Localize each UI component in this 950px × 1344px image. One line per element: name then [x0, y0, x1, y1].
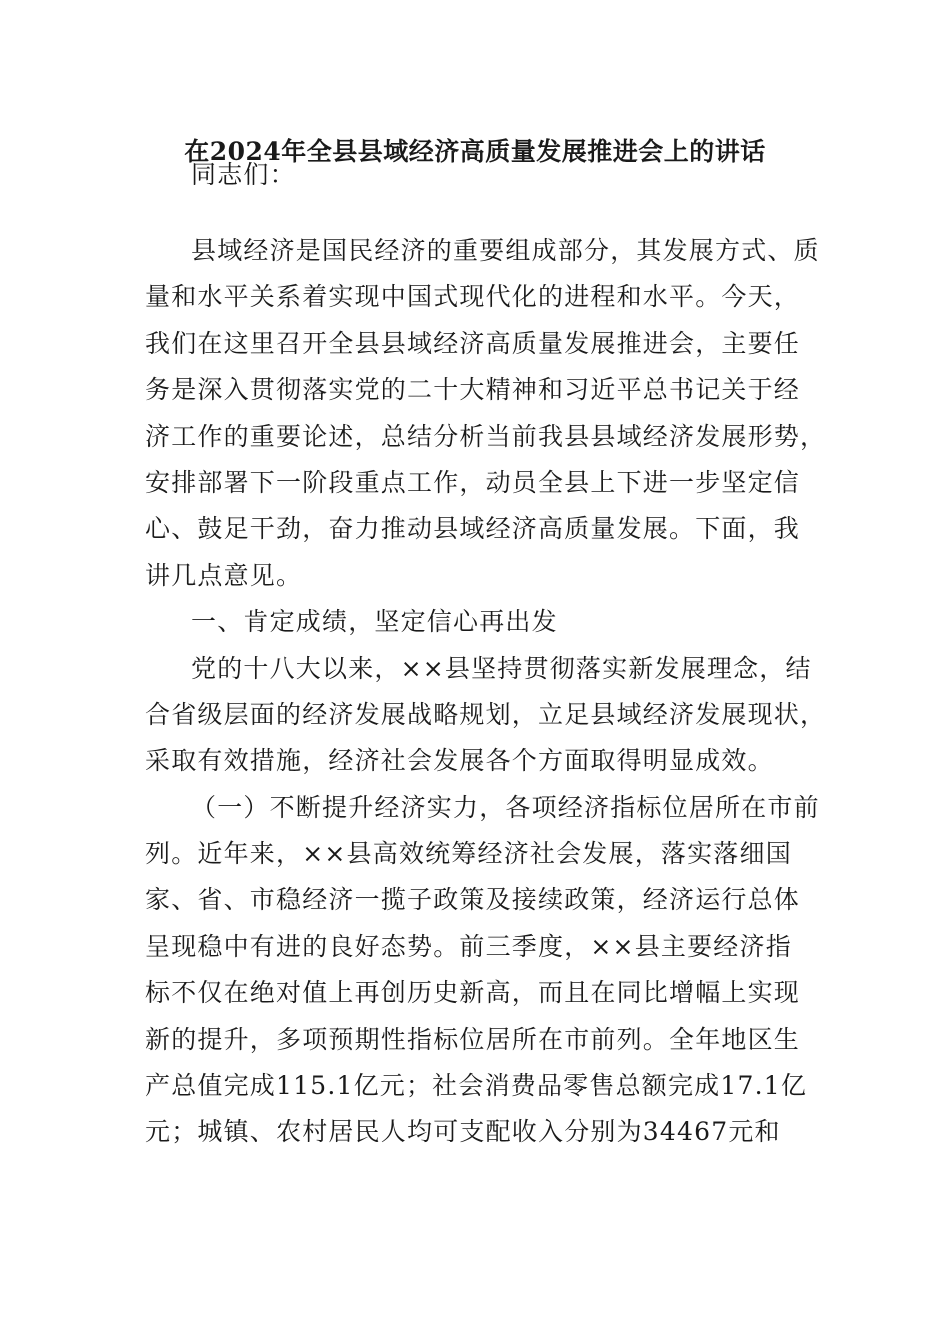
salutation-line: 同志们： [191, 160, 296, 189]
paragraph-line: 产总值完成115.1亿元；社会消费品零售总额完成17.1亿 [145, 1071, 808, 1101]
paragraph-line: 济工作的重要论述，总结分析当前我县县域经济发展形势， [145, 421, 827, 451]
document-body-paragraphs [145, 228, 827, 1156]
document-title: 在2024年全县县域经济高质量发展推进会上的讲话 [184, 137, 766, 166]
paragraph-line: 标不仅在绝对值上再创历史新高，而且在同比增幅上实现 [145, 978, 801, 1008]
paragraph-line: 新的提升，多项预期性指标位居所在市前列。全年地区生 [145, 1024, 801, 1054]
paragraph-line: 党的十八大以来，××县坚持贯彻落实新发展理念，结 [191, 653, 812, 683]
paragraph-line: 呈现稳中有进的良好态势。前三季度，××县主要经济指 [145, 931, 792, 961]
paragraph-line: 务是深入贯彻落实党的二十大精神和习近平总书记关于经 [145, 375, 801, 405]
paragraph-line: 量和水平关系着实现中国式现代化的进程和水平。今天， [145, 282, 801, 312]
paragraph-line: 安排部署下一阶段重点工作，动员全县上下进一步坚定信 [145, 467, 801, 497]
paragraph-line: 心、鼓足干劲，奋力推动县域经济高质量发展。下面，我 [145, 514, 801, 544]
paragraph-line: 列。近年来，××县高效统筹经济社会发展，落实落细国 [145, 839, 792, 869]
paragraph-line: 家、省、市稳经济一揽子政策及接续政策，经济运行总体 [145, 885, 801, 915]
paragraph-line: 讲几点意见。 [145, 560, 303, 590]
paragraph-line: 元；城镇、农村居民人均可支配收入分别为34467元和 [145, 1117, 781, 1147]
paragraph-line: 合省级层面的经济发展战略规划，立足县域经济发展现状， [145, 699, 827, 729]
paragraph-line: 采取有效措施，经济社会发展各个方面取得明显成效。 [145, 746, 774, 776]
document-body [145, 152, 805, 198]
subsection-line: （一）不断提升经济实力，各项经济指标位居所在市前 [191, 792, 820, 822]
paragraph-line: 县域经济是国民经济的重要组成部分，其发展方式、质 [191, 236, 820, 265]
paragraph-line: 我们在这里召开全县县域经济高质量发展推进会，主要任 [145, 328, 801, 358]
section-heading: 一、肯定成绩，坚定信心再出发 [191, 607, 558, 637]
